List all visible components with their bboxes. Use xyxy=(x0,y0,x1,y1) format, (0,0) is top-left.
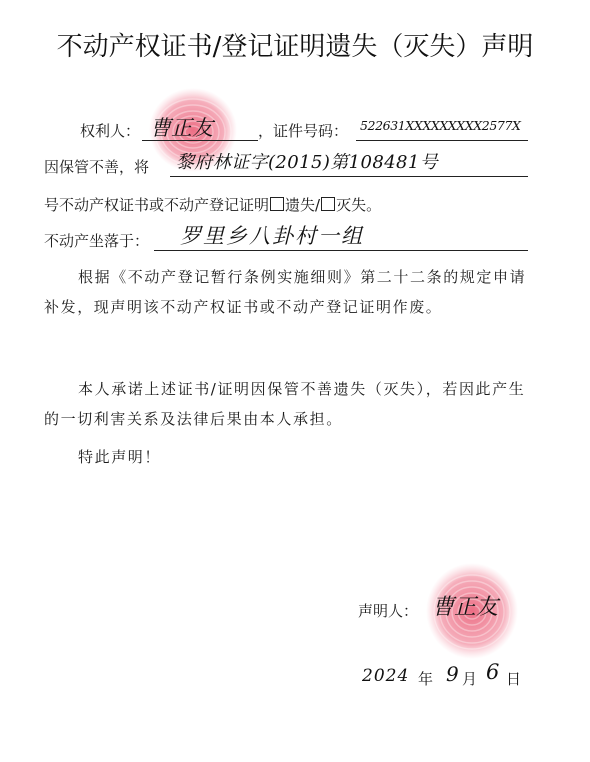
signature-handwritten: 曹正友 xyxy=(432,595,499,620)
id-number-underline xyxy=(356,140,528,141)
rights-holder-label: 权利人： xyxy=(80,122,141,140)
body-paragraph-1: 根据《不动产登记暂行条例实施细则》第二十二条的规定申请补发，现声明该不动产权证书或不动产登记证明作废。 xyxy=(44,268,527,316)
location-underline xyxy=(154,250,528,251)
reason-label: 因保管不善，将 xyxy=(44,158,150,176)
date-day-label: 日 xyxy=(506,670,522,688)
signature-label: 声明人： xyxy=(358,602,419,620)
date-month-handwritten: 9 xyxy=(446,662,459,686)
lost-label: 遗失/ xyxy=(285,196,321,214)
destroyed-label: 灭失。 xyxy=(336,196,382,214)
location-handwritten: 罗里乡八卦村一组 xyxy=(180,224,364,248)
id-number-handwritten: 522631XXXXXXXXX2577X xyxy=(360,118,521,133)
lost-checkbox xyxy=(270,197,284,211)
date-month-label: 月 xyxy=(462,670,478,688)
date-day-handwritten: 6 xyxy=(486,660,500,684)
page-title: 不动产权证书/登记证明遗失（灭失）声明 xyxy=(56,32,534,62)
certificate-type-line xyxy=(44,194,381,215)
destroyed-checkbox xyxy=(321,197,335,211)
body-paragraph-2: 本人承诺上述证书/证明因保管不善遗失（灭失），若因此产生的一切利害关系及法律后果由本人承担。 xyxy=(44,380,526,428)
location-label: 不动产坐落于： xyxy=(44,232,150,250)
date-year-label: 年 xyxy=(418,670,434,688)
rights-holder-handwritten: 曹正友 xyxy=(150,116,213,140)
certificate-underline xyxy=(170,176,528,177)
certificate-number-handwritten: 黎府林证字(2015)第108481号 xyxy=(176,152,439,173)
body-paragraph-3: 特此声明！ xyxy=(78,448,162,466)
id-number-label: ，证件号码： xyxy=(258,122,349,140)
date-year-handwritten: 2024 xyxy=(362,666,410,686)
certificate-type-text: 号不动产权证书或不动产登记证明 xyxy=(44,196,270,214)
